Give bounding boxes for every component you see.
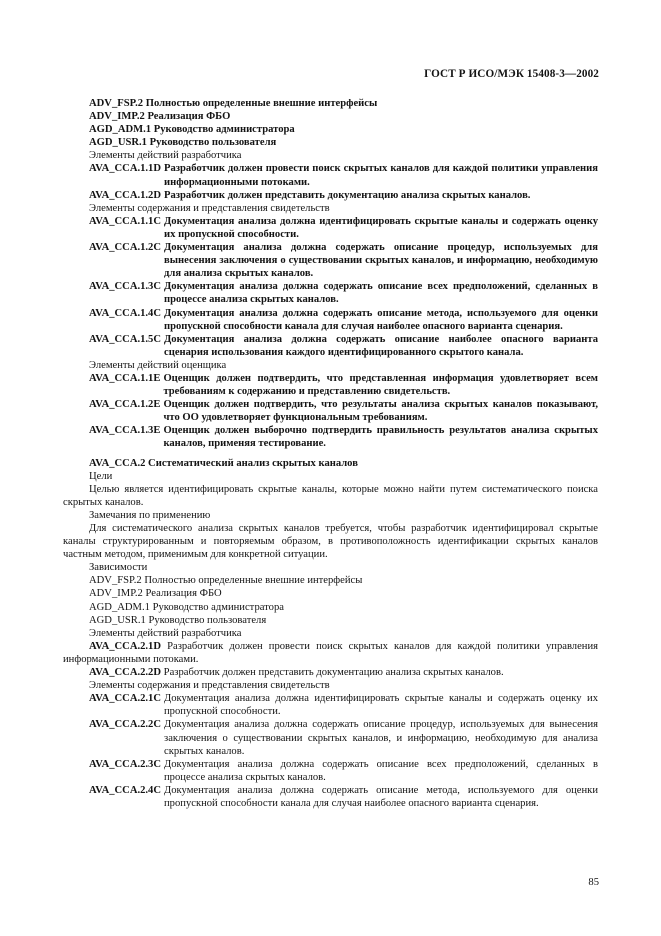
requirement-code: AVA_CCA.1.2D	[89, 189, 162, 201]
requirement-text: Документация анализа должна идентифицировать скрытые каналы и содержать оценку их пропускной способности.	[164, 693, 598, 718]
requirement-entry	[63, 398, 598, 424]
requirement-entry	[63, 692, 598, 718]
requirement-code: AVA_CCA.1.2C	[89, 242, 162, 254]
requirement-entry	[63, 758, 598, 784]
requirement-entry	[63, 307, 598, 333]
requirement-code: AVA_CCA.1.4C	[89, 307, 162, 319]
requirement-entry	[63, 189, 598, 202]
paragraph: Для систематического анализа скрытых каналов требуется, чтобы разработчик идентифицировал скрытые каналы структурированным и повторяемым образом, в противоположность идентификации скрытых каналов частным методом, применимым для конкретной ситуации.	[63, 523, 598, 561]
requirement-code: AVA_CCA.1.5C	[89, 333, 162, 345]
dependency-line: ADV_IMP.2 Реализация ФБО	[89, 111, 231, 123]
requirement-entry	[63, 784, 598, 810]
requirement-paragraph	[63, 666, 598, 679]
requirement-text: Документация анализа должна содержать описание метода, используемого для оценки пропускной способности канала для случая наиболее опасного варианта сценария.	[164, 307, 598, 332]
section-heading: Цели	[89, 470, 113, 482]
paragraph: Целью является идентифицировать скрытые каналы, которые можно найти путем систематического поиска скрытых каналов.	[63, 483, 598, 508]
requirement-code: AVA_CCA.2.1D	[89, 640, 162, 652]
requirement-text: Оценщик должен подтвердить, что результаты анализа скрытых каналов показывают, что ОО удовлетворяет функциональным требованиям.	[163, 399, 598, 424]
section-heading: Зависимости	[89, 562, 148, 574]
requirement-text: Документация анализа должна содержать описание всех предположений, сделанных в процессе анализа скрытых каналов.	[164, 758, 598, 783]
component-title: AVA_CCA.2 Систематический анализ скрытых каналов	[89, 457, 358, 469]
requirement-entry	[63, 280, 598, 306]
page-content	[63, 97, 598, 810]
section-heading: Элементы действий разработчика	[89, 627, 242, 639]
requirement-entry	[63, 424, 598, 450]
requirement-code: AVA_CCA.2.4C	[89, 784, 162, 796]
section-heading: Элементы действий оценщика	[89, 359, 227, 371]
requirement-text: Разработчик должен провести поиск скрытых каналов для каждой политики управления информационными потоками.	[63, 640, 599, 665]
document-header: ГОСТ Р ИСО/МЭК 15408-3—2002	[424, 68, 599, 80]
dependency-line: AGD_ADM.1 Руководство администратора	[89, 124, 295, 136]
dependency-line: AGD_ADM.1 Руководство администратора	[89, 601, 284, 613]
requirement-entry	[63, 372, 598, 398]
requirement-text: Оценщик должен выборочно подтвердить правильность результатов анализа скрытых каналов, применяя тестирование.	[163, 425, 598, 450]
requirement-code: AVA_CCA.1.3E	[89, 425, 161, 437]
requirement-code: AVA_CCA.1.2E	[89, 399, 161, 411]
requirement-code: AVA_CCA.1.3C	[89, 281, 162, 293]
requirement-text: Разработчик должен представить документацию анализа скрытых каналов.	[163, 667, 504, 679]
requirement-code: AVA_CCA.2.1C	[89, 693, 162, 705]
dependency-line: ADV_FSP.2 Полностью определенные внешние интерфейсы	[89, 575, 363, 587]
requirement-paragraph	[63, 640, 598, 666]
requirement-code: AVA_CCA.2.2C	[89, 719, 162, 731]
requirement-text: Документация анализа должна содержать описание всех предположений, сделанных в процессе анализа скрытых каналов.	[164, 281, 598, 306]
section-heading: Элементы содержания и представления свидетельств	[89, 202, 330, 214]
dependency-line: AGD_USR.1 Руководство пользователя	[89, 137, 277, 149]
requirement-entry	[63, 215, 598, 241]
requirement-text: Документация анализа должна содержать описание метода, используемого для оценки пропускной способности канала для случая наиболее опасного варианта сценария.	[164, 784, 598, 809]
requirement-entry	[63, 241, 598, 280]
requirement-entry	[63, 333, 598, 359]
section-heading: Элементы содержания и представления свидетельств	[89, 680, 330, 692]
requirement-text: Документация анализа должна содержать описание процедур, используемых для вынесения заключения о существовании скрытых каналов, и информацию, необходимую для анализа скрытых каналов.	[164, 242, 598, 280]
requirement-code: AVA_CCA.1.1C	[89, 215, 162, 227]
requirement-text: Документация анализа должна идентифицировать скрытые каналы и содержать оценку их пропускной способности.	[164, 215, 598, 240]
requirement-code: AVA_CCA.2.3C	[89, 758, 162, 770]
page-number: 85	[588, 877, 599, 888]
requirement-text: Разработчик должен провести поиск скрытых каналов для каждой политики управления информационными потоками.	[164, 163, 598, 188]
requirement-text: Документация анализа должна содержать описание процедур, используемых для вынесения заключения о существовании скрытых каналов, и информацию, необходимую для анализа скрытых каналов.	[164, 719, 598, 757]
dependency-line: ADV_IMP.2 Реализация ФБО	[89, 588, 222, 600]
section-heading: Элементы действий разработчика	[89, 150, 242, 162]
section-heading: Замечания по применению	[89, 509, 211, 521]
requirement-code: AVA_CCA.1.1D	[89, 163, 162, 175]
requirement-code: AVA_CCA.1.1E	[89, 372, 161, 384]
requirement-code: AVA_CCA.2.2D	[89, 667, 162, 679]
requirement-text: Разработчик должен представить документацию анализа скрытых каналов.	[164, 189, 531, 201]
dependency-line: AGD_USR.1 Руководство пользователя	[89, 614, 267, 626]
requirement-text: Документация анализа должна содержать описание наиболее опасного варианта сценария использования каждого идентифицированного скрытого канала.	[164, 333, 598, 358]
requirement-text: Оценщик должен подтвердить, что представленная информация удовлетворяет всем требованиям к содержанию и представлению свидетельств.	[163, 372, 598, 398]
requirement-entry	[63, 718, 598, 757]
requirement-entry	[63, 162, 598, 188]
dependency-line: ADV_FSP.2 Полностью определенные внешние интерфейсы	[89, 98, 378, 109]
